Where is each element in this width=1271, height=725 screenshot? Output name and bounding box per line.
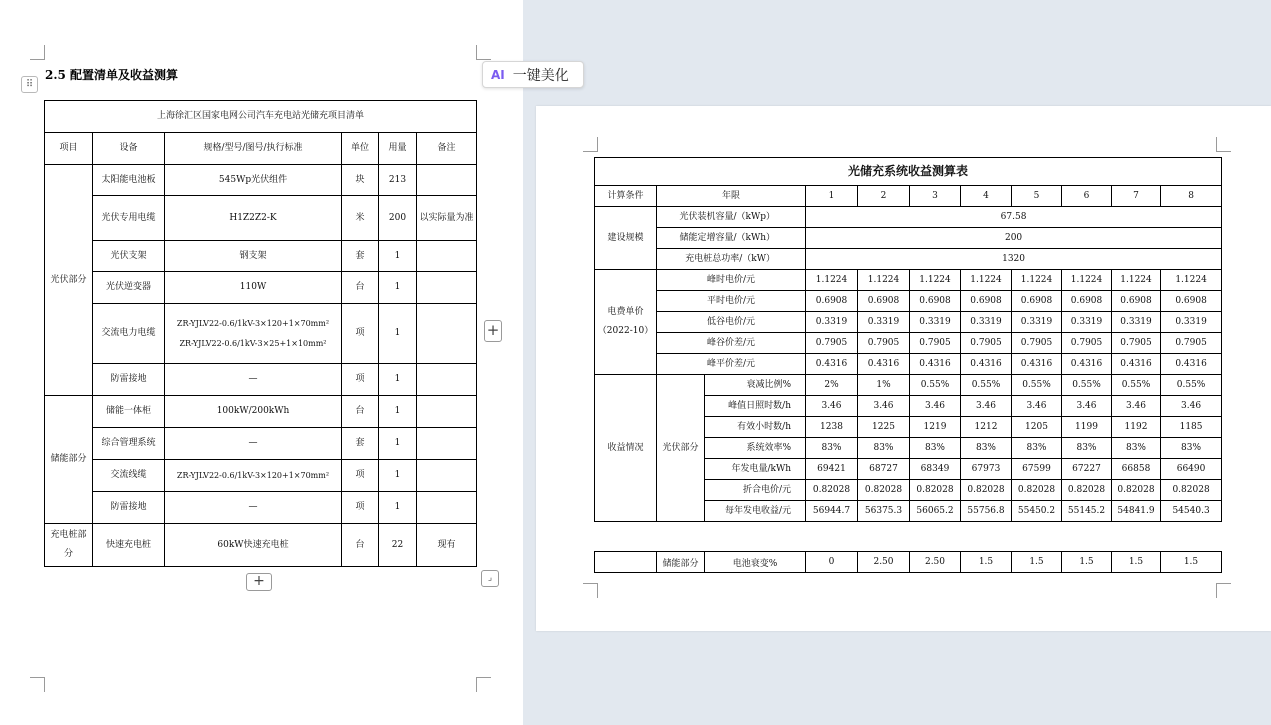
table-row xyxy=(45,492,477,524)
table-row xyxy=(45,524,477,567)
table-cell[interactable]: 快速充电桩 xyxy=(93,524,165,567)
table-cell[interactable]: 1.1224 xyxy=(910,270,961,291)
spec-line: ZR-YJLV22-0.6/1kV-3×25+1×10mm² xyxy=(179,338,327,348)
table-cell[interactable]: 光伏装机容量/（kWp） xyxy=(657,207,806,228)
table-row xyxy=(45,304,477,364)
spec-line: ZR-YJLV22-0.6/1kV-3×120+1×70mm² xyxy=(176,318,330,328)
storage-table xyxy=(594,551,1222,573)
table-cell[interactable]: 1.1224 xyxy=(961,270,1012,291)
table-row xyxy=(45,241,477,272)
header-cell[interactable]: 备注 xyxy=(417,133,477,165)
table-cell[interactable]: 0.6908 xyxy=(1062,291,1112,312)
group-cell[interactable]: 充电桩部分 xyxy=(45,524,93,567)
table-row xyxy=(45,396,477,428)
table-cell[interactable]: 67227 xyxy=(1062,459,1112,480)
table-cell[interactable]: 3.46 xyxy=(1112,396,1161,417)
table-row xyxy=(45,428,477,460)
table-cell[interactable]: 1% xyxy=(858,375,910,396)
table-row xyxy=(595,291,1222,312)
header-cell[interactable]: 7 xyxy=(1112,186,1161,207)
table-cell[interactable]: 1.1224 xyxy=(1161,270,1222,291)
header-cell[interactable]: 规格/型号/图号/执行标准 xyxy=(165,133,342,165)
table-cell[interactable]: 1 xyxy=(379,492,417,524)
table-cell[interactable]: 66490 xyxy=(1161,459,1222,480)
table-cell[interactable]: 54540.3 xyxy=(1161,501,1222,522)
table-cell[interactable]: 2.50 xyxy=(910,552,961,573)
section-heading: 2.5 配置清单及收益测算 xyxy=(45,68,179,82)
table-cell[interactable]: 0.7905 xyxy=(1062,333,1112,354)
table-cell[interactable]: 有效小时数/h xyxy=(705,417,806,438)
table-cell[interactable]: 68349 xyxy=(910,459,961,480)
crop-mark xyxy=(476,45,491,60)
table-cell[interactable]: 0.55% xyxy=(910,375,961,396)
table-cell[interactable]: 55145.2 xyxy=(1062,501,1112,522)
drag-handle-icon[interactable]: ⠿ xyxy=(21,76,38,93)
group-label: 电费单价 xyxy=(607,307,644,317)
header-cell[interactable]: 5 xyxy=(1012,186,1062,207)
table-cell[interactable]: 0.7905 xyxy=(910,333,961,354)
table-cell[interactable]: 1.1224 xyxy=(806,270,858,291)
table-cell[interactable] xyxy=(595,552,657,573)
group-cell[interactable]: 光伏部分 xyxy=(45,165,93,396)
table-cell[interactable]: 1205 xyxy=(1012,417,1062,438)
table-cell[interactable]: 0.7905 xyxy=(806,333,858,354)
table-cell[interactable]: 2% xyxy=(806,375,858,396)
table-cell[interactable]: 综合管理系统 xyxy=(93,428,165,460)
table-cell[interactable]: 0.3319 xyxy=(961,312,1012,333)
table-cell[interactable] xyxy=(417,165,477,196)
table-cell[interactable]: 200 xyxy=(379,196,417,241)
table-cell[interactable]: 项 xyxy=(342,364,379,396)
table-cell[interactable]: 1219 xyxy=(910,417,961,438)
table-cell[interactable]: 储能定增容量/（kWh） xyxy=(657,228,806,249)
table-cell[interactable]: 太阳能电池板 xyxy=(93,165,165,196)
table-row xyxy=(45,196,477,241)
table-cell[interactable]: 0.6908 xyxy=(961,291,1012,312)
group-cell[interactable]: 收益情况 xyxy=(595,375,657,522)
table-cell[interactable]: 台 xyxy=(342,524,379,567)
table-cell[interactable]: 0.6908 xyxy=(910,291,961,312)
table-row xyxy=(595,186,1222,207)
table-cell[interactable]: 55756.8 xyxy=(961,501,1012,522)
table-row xyxy=(45,272,477,304)
table-cell[interactable]: 项 xyxy=(342,460,379,492)
table-cell[interactable]: 83% xyxy=(1161,438,1222,459)
table-cell[interactable]: 1192 xyxy=(1112,417,1161,438)
table-cell[interactable]: 峰谷价差/元 xyxy=(657,333,806,354)
table-cell[interactable] xyxy=(417,272,477,304)
table-cell[interactable]: 0.6908 xyxy=(1161,291,1222,312)
table-resize-icon[interactable]: ⌟ xyxy=(481,570,499,587)
table-cell[interactable]: 56065.2 xyxy=(910,501,961,522)
table-cell[interactable]: 1.1224 xyxy=(858,270,910,291)
table-cell[interactable]: 交流电力电缆 xyxy=(93,304,165,364)
add-row-button[interactable]: + xyxy=(246,573,272,591)
table-row xyxy=(595,333,1222,354)
table-cell[interactable]: 0.4316 xyxy=(961,354,1012,375)
header-cell[interactable]: 年限 xyxy=(657,186,806,207)
table-cell[interactable]: 0.4316 xyxy=(1112,354,1161,375)
table-cell[interactable]: 55450.2 xyxy=(1012,501,1062,522)
table-cell[interactable]: 0.4316 xyxy=(1012,354,1062,375)
table-cell[interactable]: 3.46 xyxy=(910,396,961,417)
table-cell[interactable]: 3.46 xyxy=(858,396,910,417)
table-cell[interactable]: 1320 xyxy=(806,249,1222,270)
table-cell[interactable]: 100kW/200kWh xyxy=(165,396,342,428)
table-row xyxy=(45,460,477,492)
table-cell[interactable]: 83% xyxy=(858,438,910,459)
table-cell[interactable]: 0.82028 xyxy=(858,480,910,501)
table-cell[interactable]: 545Wp光伏组件 xyxy=(165,165,342,196)
table-cell[interactable]: 0.82028 xyxy=(1012,480,1062,501)
table-cell[interactable]: 0.82028 xyxy=(961,480,1012,501)
table-cell[interactable]: 83% xyxy=(1112,438,1161,459)
table-cell[interactable]: 60kW快速充电桩 xyxy=(165,524,342,567)
table-cell[interactable]: 0.3319 xyxy=(1112,312,1161,333)
table-cell[interactable]: 防雷接地 xyxy=(93,364,165,396)
table-row xyxy=(595,375,1222,396)
table-cell[interactable]: 1.1224 xyxy=(1062,270,1112,291)
table-cell[interactable] xyxy=(417,396,477,428)
table-cell[interactable]: 83% xyxy=(961,438,1012,459)
table-cell[interactable]: 3.46 xyxy=(1012,396,1062,417)
table-cell[interactable]: 0.4316 xyxy=(858,354,910,375)
table-cell[interactable]: 1.5 xyxy=(961,552,1012,573)
table-cell[interactable]: 系统效率% xyxy=(705,438,806,459)
crop-mark xyxy=(1216,583,1231,598)
header-cell[interactable]: 用量 xyxy=(379,133,417,165)
table-cell[interactable]: 0.82028 xyxy=(910,480,961,501)
table-cell[interactable]: 套 xyxy=(342,241,379,272)
table-title[interactable]: 上海徐汇区国家电网公司汽车充电站光储充项目清单 xyxy=(45,101,477,133)
table-cell[interactable]: 米 xyxy=(342,196,379,241)
crop-mark xyxy=(30,677,45,692)
table-cell[interactable] xyxy=(417,460,477,492)
table-cell[interactable]: 56944.7 xyxy=(806,501,858,522)
table-cell[interactable]: — xyxy=(165,364,342,396)
group-label-date: （2022-10） xyxy=(597,326,654,336)
table-cell[interactable]: 峰值日照时数/h xyxy=(705,396,806,417)
table-row xyxy=(595,354,1222,375)
table-cell[interactable]: 峰平价差/元 xyxy=(657,354,806,375)
ai-beautify-button[interactable] xyxy=(482,61,584,88)
table-cell[interactable]: 0.6908 xyxy=(858,291,910,312)
revenue-table xyxy=(594,157,1222,522)
table-cell[interactable]: 1.1224 xyxy=(1112,270,1161,291)
table-cell[interactable]: 0.3319 xyxy=(910,312,961,333)
table-row xyxy=(595,249,1222,270)
table-cell[interactable]: 0.55% xyxy=(961,375,1012,396)
table-cell[interactable]: 56375.3 xyxy=(858,501,910,522)
table-cell[interactable]: 0.7905 xyxy=(858,333,910,354)
table-cell[interactable]: 0.7905 xyxy=(961,333,1012,354)
table-cell[interactable]: 3.46 xyxy=(1161,396,1222,417)
table-cell[interactable]: 1 xyxy=(379,396,417,428)
ai-icon: AI xyxy=(491,67,505,82)
table-cell[interactable] xyxy=(417,492,477,524)
table-cell[interactable]: 0.3319 xyxy=(1062,312,1112,333)
table-cell[interactable]: 低谷电价/元 xyxy=(657,312,806,333)
table-cell[interactable]: 1 xyxy=(379,460,417,492)
table-cell[interactable]: 现有 xyxy=(417,524,477,567)
table-cell[interactable]: 1 xyxy=(379,428,417,460)
table-cell[interactable]: 3.46 xyxy=(961,396,1012,417)
table-cell[interactable]: 交流线缆 xyxy=(93,460,165,492)
table-cell[interactable]: 0.7905 xyxy=(1012,333,1062,354)
table-cell[interactable]: 1212 xyxy=(961,417,1012,438)
table-cell[interactable]: 0.4316 xyxy=(1161,354,1222,375)
table-cell[interactable]: 0.3319 xyxy=(1012,312,1062,333)
table-cell[interactable]: 0.6908 xyxy=(1012,291,1062,312)
table-cell[interactable]: 83% xyxy=(1012,438,1062,459)
table-cell[interactable]: 1 xyxy=(379,364,417,396)
table-cell[interactable]: 0.7905 xyxy=(1161,333,1222,354)
table-cell[interactable]: 0 xyxy=(806,552,858,573)
table-cell[interactable]: 67973 xyxy=(961,459,1012,480)
table-cell[interactable]: 0.6908 xyxy=(806,291,858,312)
table-cell[interactable]: 1.5 xyxy=(1161,552,1222,573)
header-cell[interactable]: 8 xyxy=(1161,186,1222,207)
table-row xyxy=(595,207,1222,228)
table-cell[interactable]: 3.46 xyxy=(806,396,858,417)
table-cell[interactable] xyxy=(417,364,477,396)
table-cell[interactable]: 3.46 xyxy=(1062,396,1112,417)
table-cell[interactable]: 0.4316 xyxy=(806,354,858,375)
table-cell[interactable]: 0.6908 xyxy=(1112,291,1161,312)
table-row xyxy=(595,270,1222,291)
table-row xyxy=(595,312,1222,333)
subgroup-cell[interactable]: 储能部分 xyxy=(657,552,705,573)
table-cell[interactable] xyxy=(417,304,477,364)
add-column-button[interactable]: + xyxy=(484,320,502,342)
header-cell[interactable]: 项目 xyxy=(45,133,93,165)
table-cell[interactable]: 0.55% xyxy=(1161,375,1222,396)
table-cell[interactable]: 防雷接地 xyxy=(93,492,165,524)
table-row xyxy=(45,165,477,196)
table-cell[interactable]: 0.4316 xyxy=(1062,354,1112,375)
table-cell[interactable]: 电池衰变% xyxy=(705,552,806,573)
table-cell[interactable]: 块 xyxy=(342,165,379,196)
table-cell[interactable]: 69421 xyxy=(806,459,858,480)
table-cell[interactable]: 67599 xyxy=(1012,459,1062,480)
crop-mark xyxy=(1216,137,1231,152)
table-cell[interactable]: 1238 xyxy=(806,417,858,438)
table-cell[interactable]: 1199 xyxy=(1062,417,1112,438)
table-cell[interactable]: 峰时电价/元 xyxy=(657,270,806,291)
table-cell[interactable]: 年发电量/kWh xyxy=(705,459,806,480)
table-cell[interactable]: 67.58 xyxy=(806,207,1222,228)
table-cell[interactable]: 0.3319 xyxy=(806,312,858,333)
table-cell[interactable]: 0.82028 xyxy=(1062,480,1112,501)
table-cell[interactable]: 2.50 xyxy=(858,552,910,573)
table-cell[interactable]: 110W xyxy=(165,272,342,304)
header-cell[interactable]: 1 xyxy=(806,186,858,207)
table-cell[interactable]: 1.5 xyxy=(1062,552,1112,573)
table-row xyxy=(595,552,1222,573)
table-cell[interactable]: 83% xyxy=(806,438,858,459)
table-title[interactable]: 光储充系统收益测算表 xyxy=(595,158,1222,186)
table-row xyxy=(595,228,1222,249)
table-cell[interactable]: 0.7905 xyxy=(1112,333,1161,354)
crop-mark xyxy=(583,137,598,152)
crop-mark xyxy=(30,45,45,60)
crop-mark xyxy=(476,677,491,692)
table-cell[interactable]: 200 xyxy=(806,228,1222,249)
table-cell[interactable]: 68727 xyxy=(858,459,910,480)
table-cell[interactable]: 0.82028 xyxy=(1112,480,1161,501)
subgroup-cell[interactable]: 光伏部分 xyxy=(657,375,705,522)
table-cell[interactable]: 0.3319 xyxy=(858,312,910,333)
group-cell[interactable]: 建设规模 xyxy=(595,207,657,270)
table-cell[interactable]: 台 xyxy=(342,396,379,428)
table-cell[interactable]: 光伏逆变器 xyxy=(93,272,165,304)
table-cell[interactable]: 83% xyxy=(910,438,961,459)
crop-mark xyxy=(583,583,598,598)
table-cell[interactable]: 22 xyxy=(379,524,417,567)
table-cell[interactable]: 光伏支架 xyxy=(93,241,165,272)
table-cell[interactable]: 1 xyxy=(379,272,417,304)
header-cell[interactable]: 3 xyxy=(910,186,961,207)
table-cell[interactable]: 1.5 xyxy=(1012,552,1062,573)
table-cell[interactable]: 0.55% xyxy=(1112,375,1161,396)
equipment-list-table xyxy=(44,100,477,567)
table-cell[interactable]: 1 xyxy=(379,304,417,364)
table-cell[interactable]: 213 xyxy=(379,165,417,196)
table-cell[interactable]: 折合电价/元 xyxy=(705,480,806,501)
table-cell[interactable]: 套 xyxy=(342,428,379,460)
table-cell[interactable]: 项 xyxy=(342,304,379,364)
table-cell[interactable]: 0.82028 xyxy=(1161,480,1222,501)
table-cell[interactable]: H1Z2Z2-K xyxy=(165,196,342,241)
header-cell[interactable]: 设备 xyxy=(93,133,165,165)
table-cell[interactable]: 衰减比例% xyxy=(705,375,806,396)
table-cell[interactable] xyxy=(417,241,477,272)
table-cell[interactable]: 1185 xyxy=(1161,417,1222,438)
table-cell[interactable]: 以实际量为准 xyxy=(417,196,477,241)
table-cell[interactable]: 83% xyxy=(1062,438,1112,459)
table-cell[interactable]: 1 xyxy=(379,241,417,272)
header-cell[interactable]: 计算条件 xyxy=(595,186,657,207)
table-cell[interactable]: 项 xyxy=(342,492,379,524)
table-row xyxy=(45,364,477,396)
table-cell[interactable]: 0.4316 xyxy=(910,354,961,375)
table-cell[interactable]: 储能一体柜 xyxy=(93,396,165,428)
group-cell[interactable] xyxy=(595,270,657,375)
table-cell[interactable]: ZR-YJLV22-0.6/1kV-3×120+1×70mm² xyxy=(165,460,342,492)
table-cell[interactable]: 0.55% xyxy=(1062,375,1112,396)
table-cell[interactable]: 0.55% xyxy=(1012,375,1062,396)
table-cell[interactable]: 0.82028 xyxy=(806,480,858,501)
table-cell[interactable]: 每年发电收益/元 xyxy=(705,501,806,522)
table-cell[interactable]: 1225 xyxy=(858,417,910,438)
table-cell[interactable]: 66858 xyxy=(1112,459,1161,480)
table-cell[interactable] xyxy=(165,304,342,364)
group-cell[interactable]: 储能部分 xyxy=(45,396,93,524)
ai-beautify-label: 一键美化 xyxy=(512,67,569,84)
table-cell[interactable]: 1.5 xyxy=(1112,552,1161,573)
header-cell[interactable]: 单位 xyxy=(342,133,379,165)
header-cell[interactable]: 6 xyxy=(1062,186,1112,207)
table-cell[interactable]: 台 xyxy=(342,272,379,304)
header-cell[interactable]: 4 xyxy=(961,186,1012,207)
table-cell[interactable]: 光伏专用电缆 xyxy=(93,196,165,241)
table-cell[interactable]: 54841.9 xyxy=(1112,501,1161,522)
table-cell[interactable]: 平时电价/元 xyxy=(657,291,806,312)
table-cell[interactable]: — xyxy=(165,428,342,460)
table-cell[interactable]: 1.1224 xyxy=(1012,270,1062,291)
table-cell[interactable]: 充电桩总功率/（kW） xyxy=(657,249,806,270)
table-cell[interactable]: 0.3319 xyxy=(1161,312,1222,333)
header-cell[interactable]: 2 xyxy=(858,186,910,207)
table-cell[interactable] xyxy=(417,428,477,460)
table-cell[interactable]: — xyxy=(165,492,342,524)
table-cell[interactable]: 钢支架 xyxy=(165,241,342,272)
